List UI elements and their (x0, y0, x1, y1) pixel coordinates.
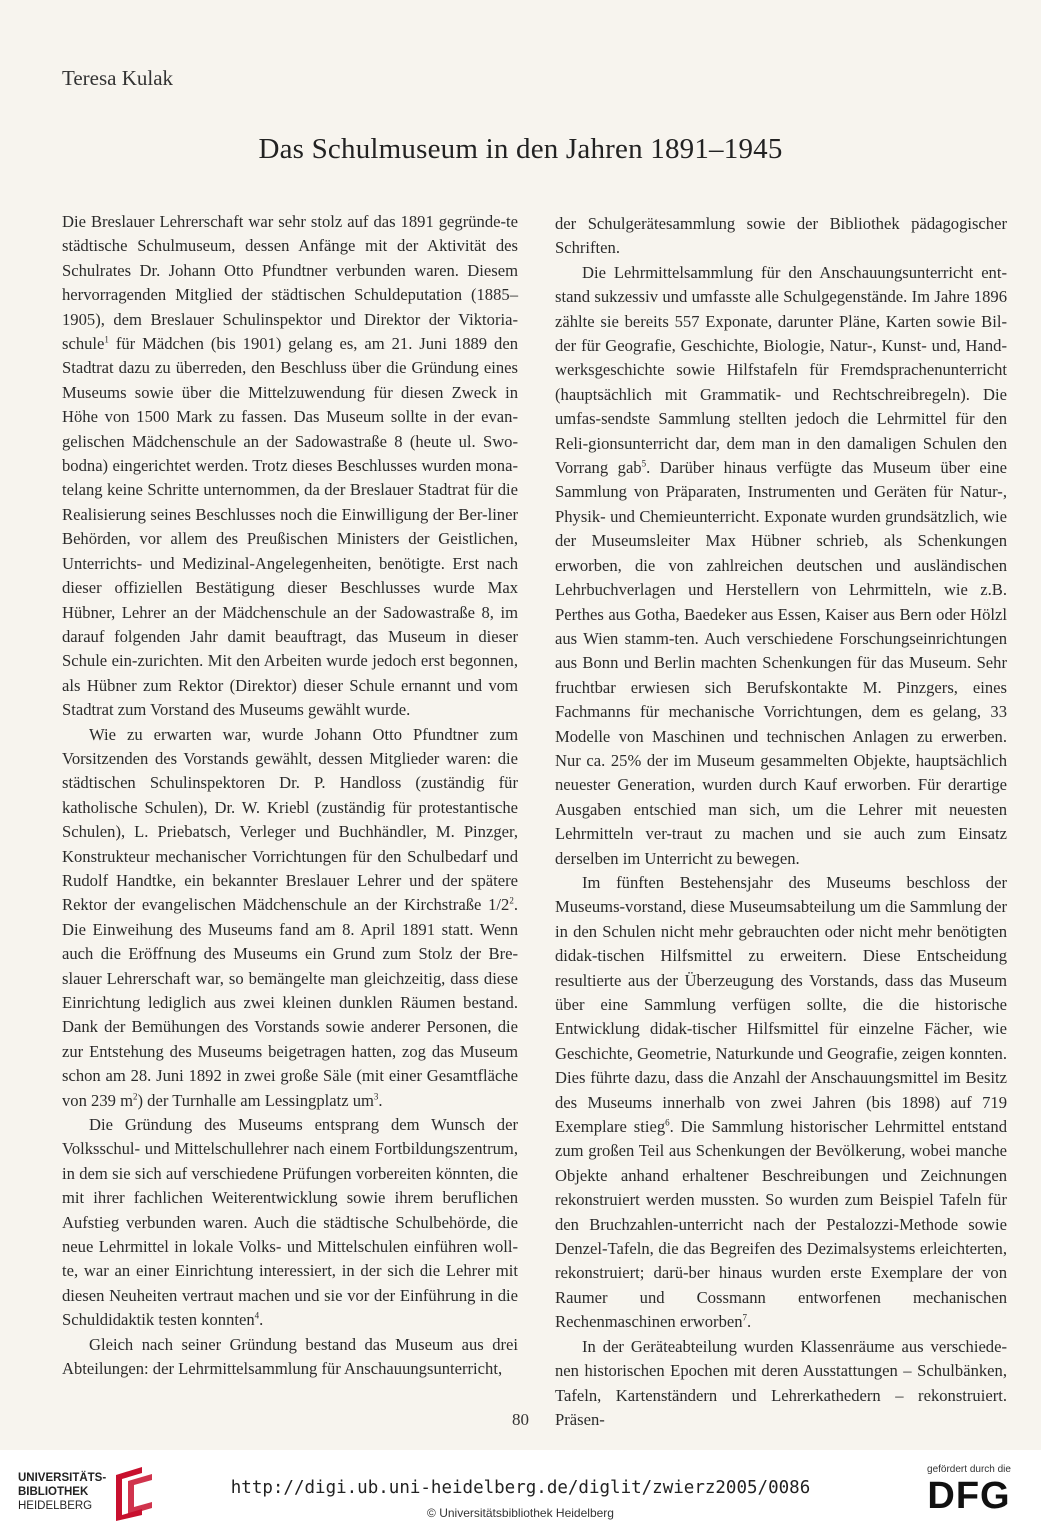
paragraph: In der Geräteabteilung wurden Klassenräume aus verschiede-nen historischen Epochen mit deren Ausstattungen – Schulbänken, Tafeln, Kartenständern und Lehrerkathedern – rekonstruiert. Präsen- (555, 1336, 1007, 1429)
paragraph: Die Breslauer Lehrerschaft war sehr stolz auf das 1891 gegründe-te städtische Schulmuseum, dessen Anfänge mit der Aktivität des Schulrates Dr. Johann Otto Pfundtner verbunden waren. Diesem hervorragenden Mitglied der städtischen Schuldeputation (1885–1905), dem Breslauer Schulinspektor und Direktor der Viktoria-schule$^1$ für Mädchen (bis 1901) gelang es, am 21. Juni 1889 den Stadtrat dazu zu überreden, den Beschluss über die Gründung eines Museums sowie über die Mittelzuwendung für diesen Zweck in Höhe von 1500 Mark zu fassen. Das Museum sollte in der evan-gelischen Mädchenschule an der Sadowastraße 8 (heute ul. Swo-bodna) eingerichtet werden. Trotz dieses Beschlusses wurden mona-telang keine Schritte unternommen, da der Breslauer Stadtrat für die Realisierung seines Beschlusses noch die Einwilligung der Ber-liner Behörden, vor allem des Preußischen Ministers der Geistlichen, Unterrichts- und Medizinal-Angelegenheiten, benötigte. Erst nach dieser offiziellen Bestätigung dieser Beschlusses wurde Max Hübner, Lehrer an der Mädchenschule an der Sadowastraße 8, im darauf folgenden Jahr damit beauftragt, das Museum in dieser Schule ein-zurichten. Mit den Arbeiten wurde jedoch erst begonnen, als Hübner zum Rektor (Direktor) dieser Schule ernannt und vom Stadtrat zum Vorstand des Museums gewählt wurde. (62, 212, 518, 720)
paragraph: Wie zu erwarten war, wurde Johann Otto Pfundtner zum Vorsitzenden des Vorstands gewählt, dessen Mitglieder waren: die städtischen Schulinspektoren Dr. P. Handloss (zuständig für katholische Schulen), Dr. W. Kriebl (zuständig für protestantische Schulen), L. Priebatsch, Verleger und Buchhändler, M. Pinzger, Konstrukteur mechanischer Vorrichtungen für den Schulbedarf und Rudolf Handtke, ein bekannter Breslauer Lehrer und der spätere Rektor der evangelischen Mädchenschule an der Kirchstraße 1/2$^2$. Die Einweihung des Museums fand am 8. April 1891 statt. Wenn auch die Eröffnung des Museums ein Grund zum Stolz der Bre-slauer Lehrerschaft war, so bemängelte man gleichzeitig, dass diese Einrichtung lediglich aus zwei kleinen dunklen Räumen bestand. Dank der Bemühungen des Vorstands sowie anderer Personen, die zur Entstehung des Museums beigetragen hatten, zog das Museum schon am 28. Juni 1892 in zwei große Säle (mit einer Gesamtfläche von 239 m$^2$) der Turnhalle am Lessingplatz um$^3$. (62, 724, 518, 1110)
dfg-logo[interactable] (919, 1464, 1019, 1517)
paragraph: Im fünften Bestehensjahr des Museums beschloss der Museums-vorstand, diese Museumsabteilung um die Sammlung der in den Schulen nicht mehr gebrauchten oder nicht mehr benötigten didak-tischen Hilfsmittel zu erweitern. Diese Entscheidung resultierte aus der Überzeugung des Vorstands, dass das Museum über eine Sammlung verfügen sollte, die die historische Entwicklung didak-tischer Hilfsmittel für einzelne Fächer, wie Geschichte, Geometrie, Naturkunde und Geografie, zeigen konnten. Dies führte dazu, dass die Anzahl der Anschauungsmittel im Besitz des Museums innerhalb von zwei Jahren (bis 1898) auf 719 Exemplare stieg$^6$. Die Sammlung historischer Lehrmittel entstand zum großen Teil aus Schenkungen der Bevölkerung, wobei manche Objekte anhand erhaltener Beschreibungen und Zeichnungen rekonstruiert werden mussten. So wurden zum Beispiel Tafeln für den Bruchzahlen-unterricht nach der Pestalozzi-Methode sowie Denzel-Tafeln, die das Begreifen des Dezimalsystems erleichterten, rekonstruiert; darü-ber hinaus wurden erste Exemplare der von Raumer und Cossmann entworfenen mechanischen Rechenmaschinen erworben$^7$. (555, 872, 1008, 1332)
footnote-ref[interactable]: 1 (104, 334, 109, 345)
footnote-ref[interactable]: 4 (254, 1310, 260, 1321)
footnote-ref[interactable]: 3 (373, 1091, 379, 1102)
copyright-notice: © Universitätsbibliothek Heidelberg (427, 1506, 614, 1520)
footnote-ref[interactable]: 7 (742, 1312, 748, 1323)
paragraph: Gleich nach seiner Gründung bestand das Museum aus drei Abteilungen: der Lehrmittelsammlung für Anschauungsunterricht, (62, 1334, 518, 1379)
permalink[interactable]: http://digi.ub.uni-heidelberg.de/diglit/zwierz2005/0086 (230, 1478, 811, 1498)
paragraph: der Schulgerätesammlung sowie der Bibliothek pädagogischer Schriften. (555, 214, 1007, 258)
footnote-ref[interactable]: 6 (665, 1117, 670, 1128)
paragraph: Die Gründung des Museums entsprang dem Wunsch der Volksschul- und Mittelschullehrer nach einem Fortbildungszentrum, in dem sie sich auf verschiedene Prüfungen vorbereiten könnten, die mit ihrer fachlichen Weiterentwicklung sowie ihrem beruflichen Aufstieg verbunden waren. Auch die städtische Schulbehörde, die neue Lehrmittel in lokale Volks- und Mittelschulen einführen woll-te, war an einer Einrichtung interessiert, in der sich die Lehrer mit diesen Neuheiten vertraut machen und sie vor der Einführung in die Schuldidaktik testen konnten$^4$. (62, 1115, 518, 1330)
footer-bar (0, 1450, 1041, 1531)
right-column (555, 212, 1007, 1432)
funder-name: DFG (927, 1475, 1011, 1517)
footnote-ref[interactable]: 5 (641, 458, 647, 469)
author-name: Teresa Kulak (62, 66, 174, 90)
footnote-ref[interactable]: 2 (509, 895, 514, 906)
page-number: 80 (512, 1410, 529, 1429)
funding-note: gefördert durch die (927, 1464, 1011, 1475)
article-title: Das Schulmuseum in den Jahren 1891–1945 (258, 133, 783, 165)
library-name: UNIVERSITÄTS- BIBLIOTHEK HEIDELBERG (18, 1472, 107, 1512)
superscript: 2 (133, 1091, 138, 1102)
paragraph: Die Lehrmittelsammlung für den Anschauungsunterricht ent-stand sukzessiv und umfasste alle Schulgegenstände. Im Jahre 1896 zählte sie bereits 557 Exponate, darunter Pläne, Karten sowie Bil-der für Geografie, Geschichte, Biologie, Natur-, Kunst- und, Hand-werksgeschichte sowie Hilfstafeln für Fremdsprachenunterricht (hauptsächlich mit Grammatik- und Rechtschreibregeln). Die umfas-sendste Sammlung stellten jedoch die Lehrmittel für den Reli-gionsunterricht dar, dem man in den damaligen Schulen den Vorrang gab$^5$. Darüber hinaus verfügte das Museum über eine Sammlung von Präparaten, Instrumenten und Geräten für Natur-, Physik- und Chemieunterricht. Exponate wurden grundsätzlich, wie der Museumsleiter Max Hübner schrieb, als Schenkungen erworben, die von zahlreichen deutschen und ausländischen Lehrbuchverlagen und Herstellern von Lehrmitteln, wie z.B. Perthes aus Gotha, Baedeker aus Essen, Kaiser aus Bern oder Hölzl aus Wien stamm-ten. Auch verschiedene Forschungseinrichtungen aus Bonn und Berlin machten Schenkungen für das Museum. Sehr fruchtbar erwiesen sich Berufskontakte M. Pinzgers, eines Fachmanns für mechanische Vorrichtungen, dem es gelang, 33 Modelle von Maschinen und technischen Anlagen zu erwerben. Nur ca. 25% der im Museum gesammelten Objekte, hauptsächlich neuester Generation, wurden durch Kauf erworben. Für derartige Ausgaben entschied man sich, um die Lehrer mit neuesten Lehrmitteln ver-traut zu machen und sie auch zum Einsatz derselben im Unterricht zu bewegen. (555, 262, 1007, 868)
left-column (62, 210, 518, 1382)
